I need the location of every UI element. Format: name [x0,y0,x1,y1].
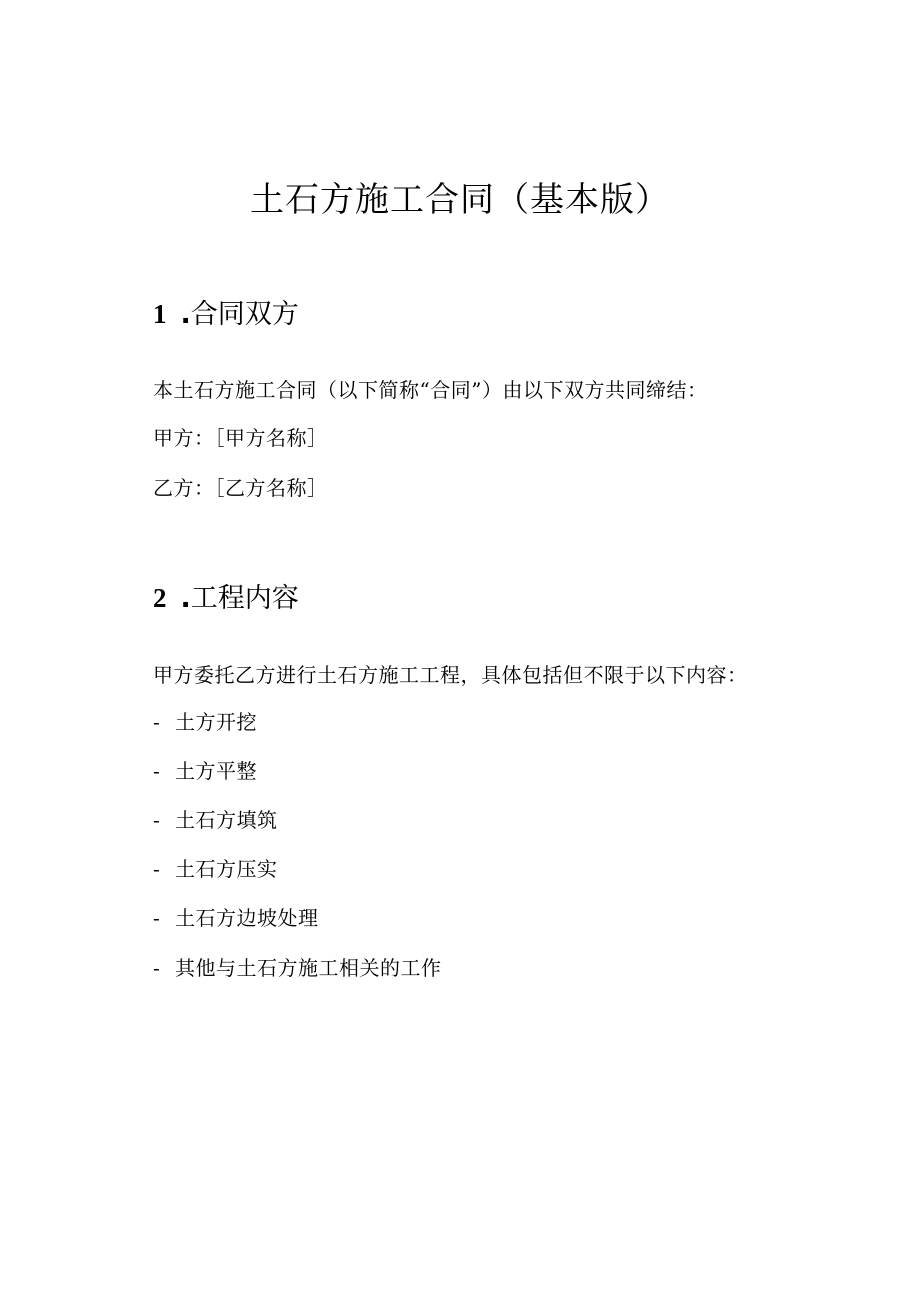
list-item-text: 土方开挖 [175,710,257,734]
scope-intro-paragraph: 甲方委托乙方进行土石方施工工程，具体包括但不限于以下内容： [153,663,748,687]
list-item-text: 土石方边坡处理 [175,906,319,930]
section-title: 合同双方 [190,299,299,330]
list-item [153,707,257,737]
section-title: 工程内容 [190,583,299,614]
section-number-dot: . [180,583,191,614]
section-number: 2 [153,583,167,613]
list-item [153,953,442,983]
list-item-text: 土方平整 [175,759,257,783]
bullet-dash: - [153,956,161,980]
section-number-dot: . [180,299,191,330]
parties-intro-paragraph: 本土石方施工合同（以下简称“合同”）由以下双方共同缔结： [153,378,708,402]
list-item [153,805,278,835]
list-item [153,756,257,786]
list-item-text: 其他与土石方施工相关的工作 [175,956,442,980]
list-item-text: 土石方填筑 [175,808,278,832]
section-heading-parties [153,294,299,335]
list-item [153,854,278,884]
party-b-line: 乙方：［乙方名称］ [153,476,328,500]
section-number: 1 [153,299,167,329]
list-item-text: 土石方压实 [175,857,278,881]
bullet-dash: - [153,906,161,930]
list-item [153,903,319,933]
document-title: 土石方施工合同（基本版） [250,180,670,220]
bullet-dash: - [153,857,161,881]
bullet-dash: - [153,808,161,832]
bullet-dash: - [153,710,161,734]
party-a-line: 甲方：［甲方名称］ [153,426,328,450]
section-heading-scope [153,578,299,619]
bullet-dash: - [153,759,161,783]
